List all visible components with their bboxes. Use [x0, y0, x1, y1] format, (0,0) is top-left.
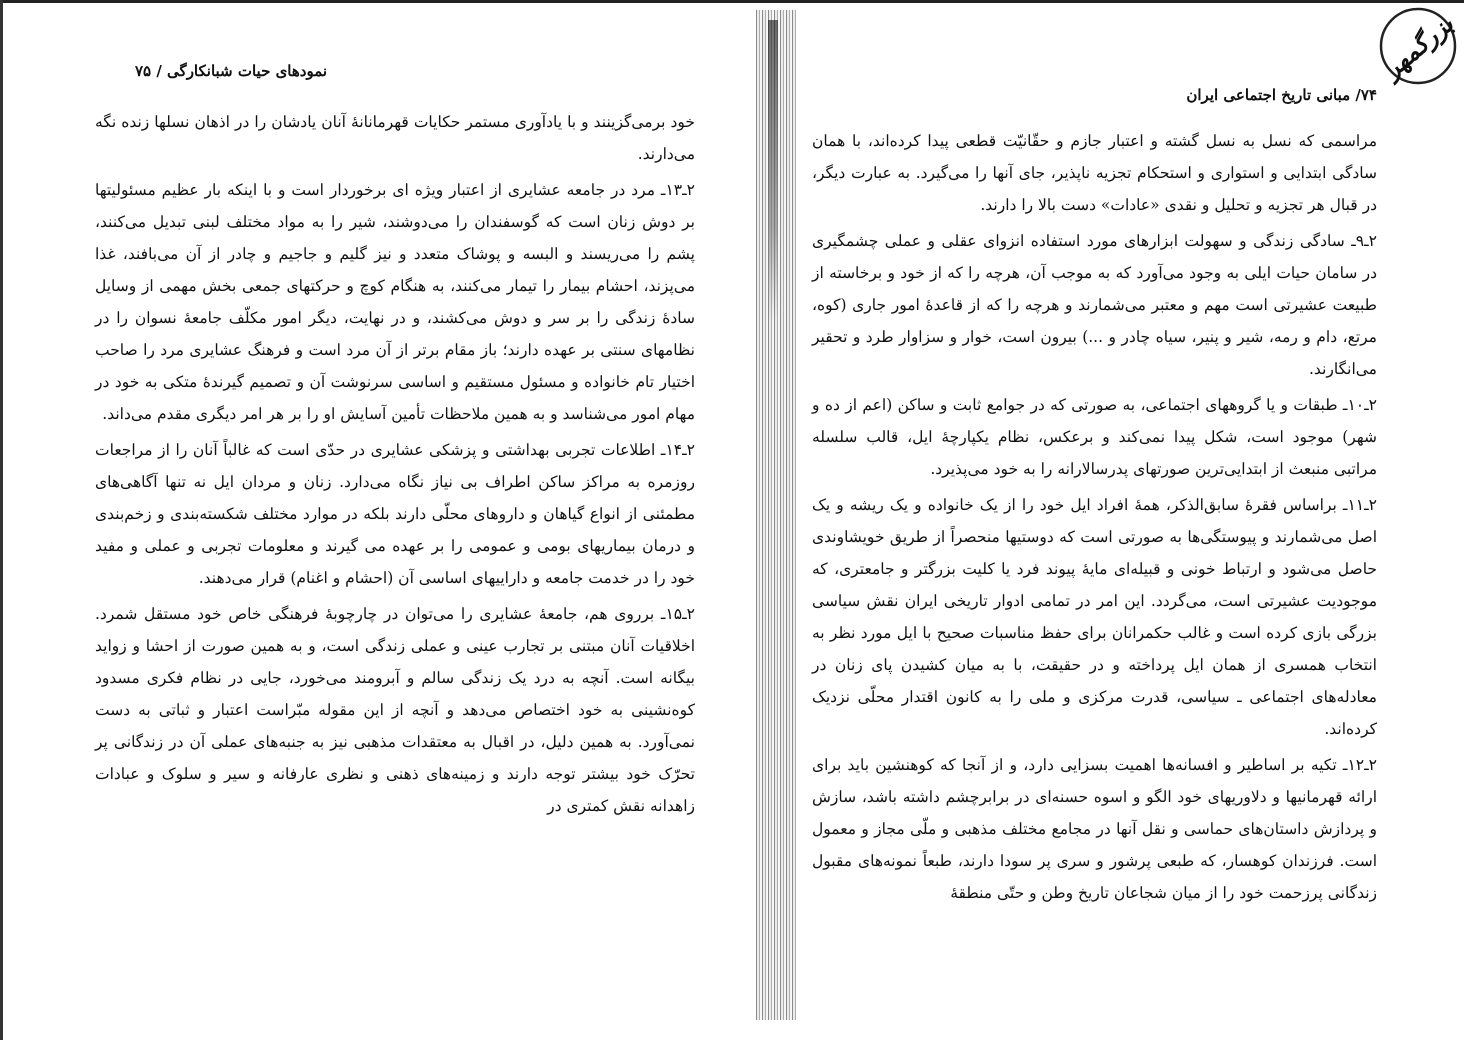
right-paragraph-3: ۲ـ۱۰ـ طبقات و یا گروههای اجتماعی، به صورتی که در جوامع ثابت و ساکن (اعم از ده و شهر) موجود است، شکل پیدا نمی‌کند و برعکس، نظام یکپارچهٔ ایل، قالب سلسله مراتبی منبعث از ابتدایی‌ترین صورتهای پدرسالارانه را به خود می‌پذیرد.: [812, 396, 1377, 478]
right-page-body: [812, 125, 1377, 909]
left-page-header: نمودهای حیات شبانکارگی / ۷۵: [135, 62, 328, 80]
left-paragraph-4: ۲ـ۱۵ـ برروی هم، جامعهٔ عشایری را می‌توان در چارچوبهٔ فرهنگی خاص خود مستقل شمرد. اخلاقیات آنان مبتنی بر تجارب عینی و عملی زندگی است، و به همین صورت از احشا و زواید بیگانه است. آنچه به درد یک زندگی سالم و آبرومند می‌خورد، جایی در نظام فکری مسدود کوه‌نشینی به خود اختصاص می‌دهد و آنچه از این مقوله مبّراست اعتبار و ثباتی به دست نمی‌آورد. به همین دلیل، در اقبال به معتقدات مذهبی نیز به جنبه‌های عملی آن در زندگانی پر تحرّک خود بیشتر توجه دارند و زمینه‌های ذهنی و نظری عارفانه و سیر و سلوک و عبادات زاهدانه نقش کمتری در: [95, 605, 695, 815]
left-paragraph-2: ۲ـ۱۳ـ مرد در جامعه عشایری از اعتبار ویژه ای برخوردار است و با اینکه بار عظیم مسئولیتها بر دوش زنان است که گوسفندان را می‌دوشند، شیر را به مواد مختلف لبنی تبدیل می‌کنند، پشم را می‌ریسند و البسه و پوشاک متعدد و نیز گلیم و جاجیم و چادر از آن می‌بافند، غذا می‌پزند، احشام بیمار را تیمار می‌کنند، به هنگام کوچ و حرکتهای جمعی بخش مهمی از وسایل سادهٔ زندگی را بر سر و دوش می‌کشند، و در نهایت، دیگر امور مکلّف جامعهٔ نسوان را در نظامهای سنتی بر عهده دارند؛ باز مقام برتر از آن مرد است و فرهنگ عشایری مرد را صاحب اختیار تام خانواده و مسئول مستقیم و اساسی سرنوشت آن و تصمیم گیرندهٔ متکی به خود در مهام امور می‌شناسد و به همین ملاحظات تأمین آسایش او را بر هر امر دیگری مقدم می‌داند.: [95, 181, 695, 423]
right-paragraph-5: ۲ـ۱۲ـ تکیه بر اساطیر و افسانه‌ها اهمیت بسزایی دارد، و از آنجا که کوهنشین باید برای ارائه قهرمانیها و دلاوریهای خود الگو و اسوه حسنه‌ای در برابرچشم داشته باشد، سازش و پردازش داستان‌های حماسی و نقل آنها در مجامع مختلف مذهبی و ملّی مجاز و معمول است. فرزندان کوهسار، که طبعی پرشور و سری پر سودا دارند، طبعاً نمونه‌های مقبول زندگانی پرزحمت خود را از میان شجاعان تاریخ وطن و حتّی منطقهٔ: [812, 756, 1377, 902]
left-edge-rule: [0, 0, 3, 1040]
logo-text: بزرگمهر: [1377, 8, 1459, 84]
right-paragraph-1: مراسمی که نسل به نسل گشته و اعتبار جازم و حقّانیّت قطعی پیدا کرده‌اند، با همان سادگی ابتدایی و استواری و استحکام تجزیه ناپذیر، جای آنها را می‌گیرد. به عبارت دیگر، در قبال هر تجزیه و تحلیل و نقدی «عادات» دست بالا را دارند.: [812, 132, 1377, 214]
left-paragraph-3: ۲ـ۱۴ـ اطلاعات تجربی بهداشتی و پزشکی عشایری در حدّی است که غالباً آنان را از مراجعات روزمره به مراکز ساکن اطراف بی نیاز نگاه می‌دارد. زنان و مردان ایل نه تنها آگاهی‌های مطمئنی از انواع گیاهان و داروهای محلّی دارند بلکه در موارد مختلف شکسته‌بندی و زخم‌بندی و درمان بیماریهای بومی و عمومی را بر عهده می گیرند و معلومات تجربی و عملی و مفید خود را در خدمت جامعه و داراییهای اساسی آن (احشام و اغنام) قرار می‌دهند.: [95, 441, 695, 587]
left-paragraph-1: خود برمی‌گزینند و با یادآوری مستمر حکایات قهرمانانهٔ آنان یادشان را در اذهان نسلها زنده نگه می‌دارند.: [95, 113, 695, 163]
book-spine-core: [768, 20, 778, 320]
right-paragraph-4: ۲ـ۱۱ـ براساس فقرهٔ سابق‌الذکر، همهٔ افراد ایل خود را از یک خانواده و یک ریشه و یک اصل می‌شمارند و پیوستگی‌ها به صورتی است که دوستیها منحصراً از طریق خویشاوندی حاصل می‌شود و ارتباط خونی و قبیله‌ای مایهٔ پیوند فرد یا کلیت بزرگتر و جامعتری، که موجودیت عشیرتی است، می‌گردد. این امر در تمامی ادوار تاریخی ایران نقش سیاسی بزرگی بازی کرده است و غالب حکمرانان برای حفظ مناسبات صحیح با ایل مورد نظر به انتخاب همسری از همان ایل پرداخته و در حقیقت، با به میان کشیدن پای زنان در معادله‌های اجتماعی ـ سیاسی، قدرت مرکزی و ملی را به کانون اقتدار محلّی نزدیک کرده‌اند.: [812, 496, 1377, 738]
right-page: [812, 0, 1377, 1040]
left-page-body: [95, 106, 695, 822]
right-page-header: ۷۴/ مبانی تاریخ اجتماعی ایران: [1186, 86, 1377, 104]
right-paragraph-2: ۲ـ۹ـ سادگی زندگی و سهولت ابزارهای مورد استفاده انزوای عقلی و عملی چشمگیری در سامان حیات ایلی به وجود می‌آورد که به موجب آن، هرچه را که از خود و برخاسته از طبیعت عشیرتی است مهم و معتبر می‌شمارند و هرچه را که از قاعدهٔ امور جاری (کوه، مرتع، دام و رمه، شیر و پنیر، سیاه چادر و ...) بیرون است، خوار و سزاوار طرد و تحقیر می‌انگارند.: [812, 232, 1377, 378]
left-page: [95, 0, 695, 1040]
publisher-logo-icon: [1378, 6, 1458, 86]
